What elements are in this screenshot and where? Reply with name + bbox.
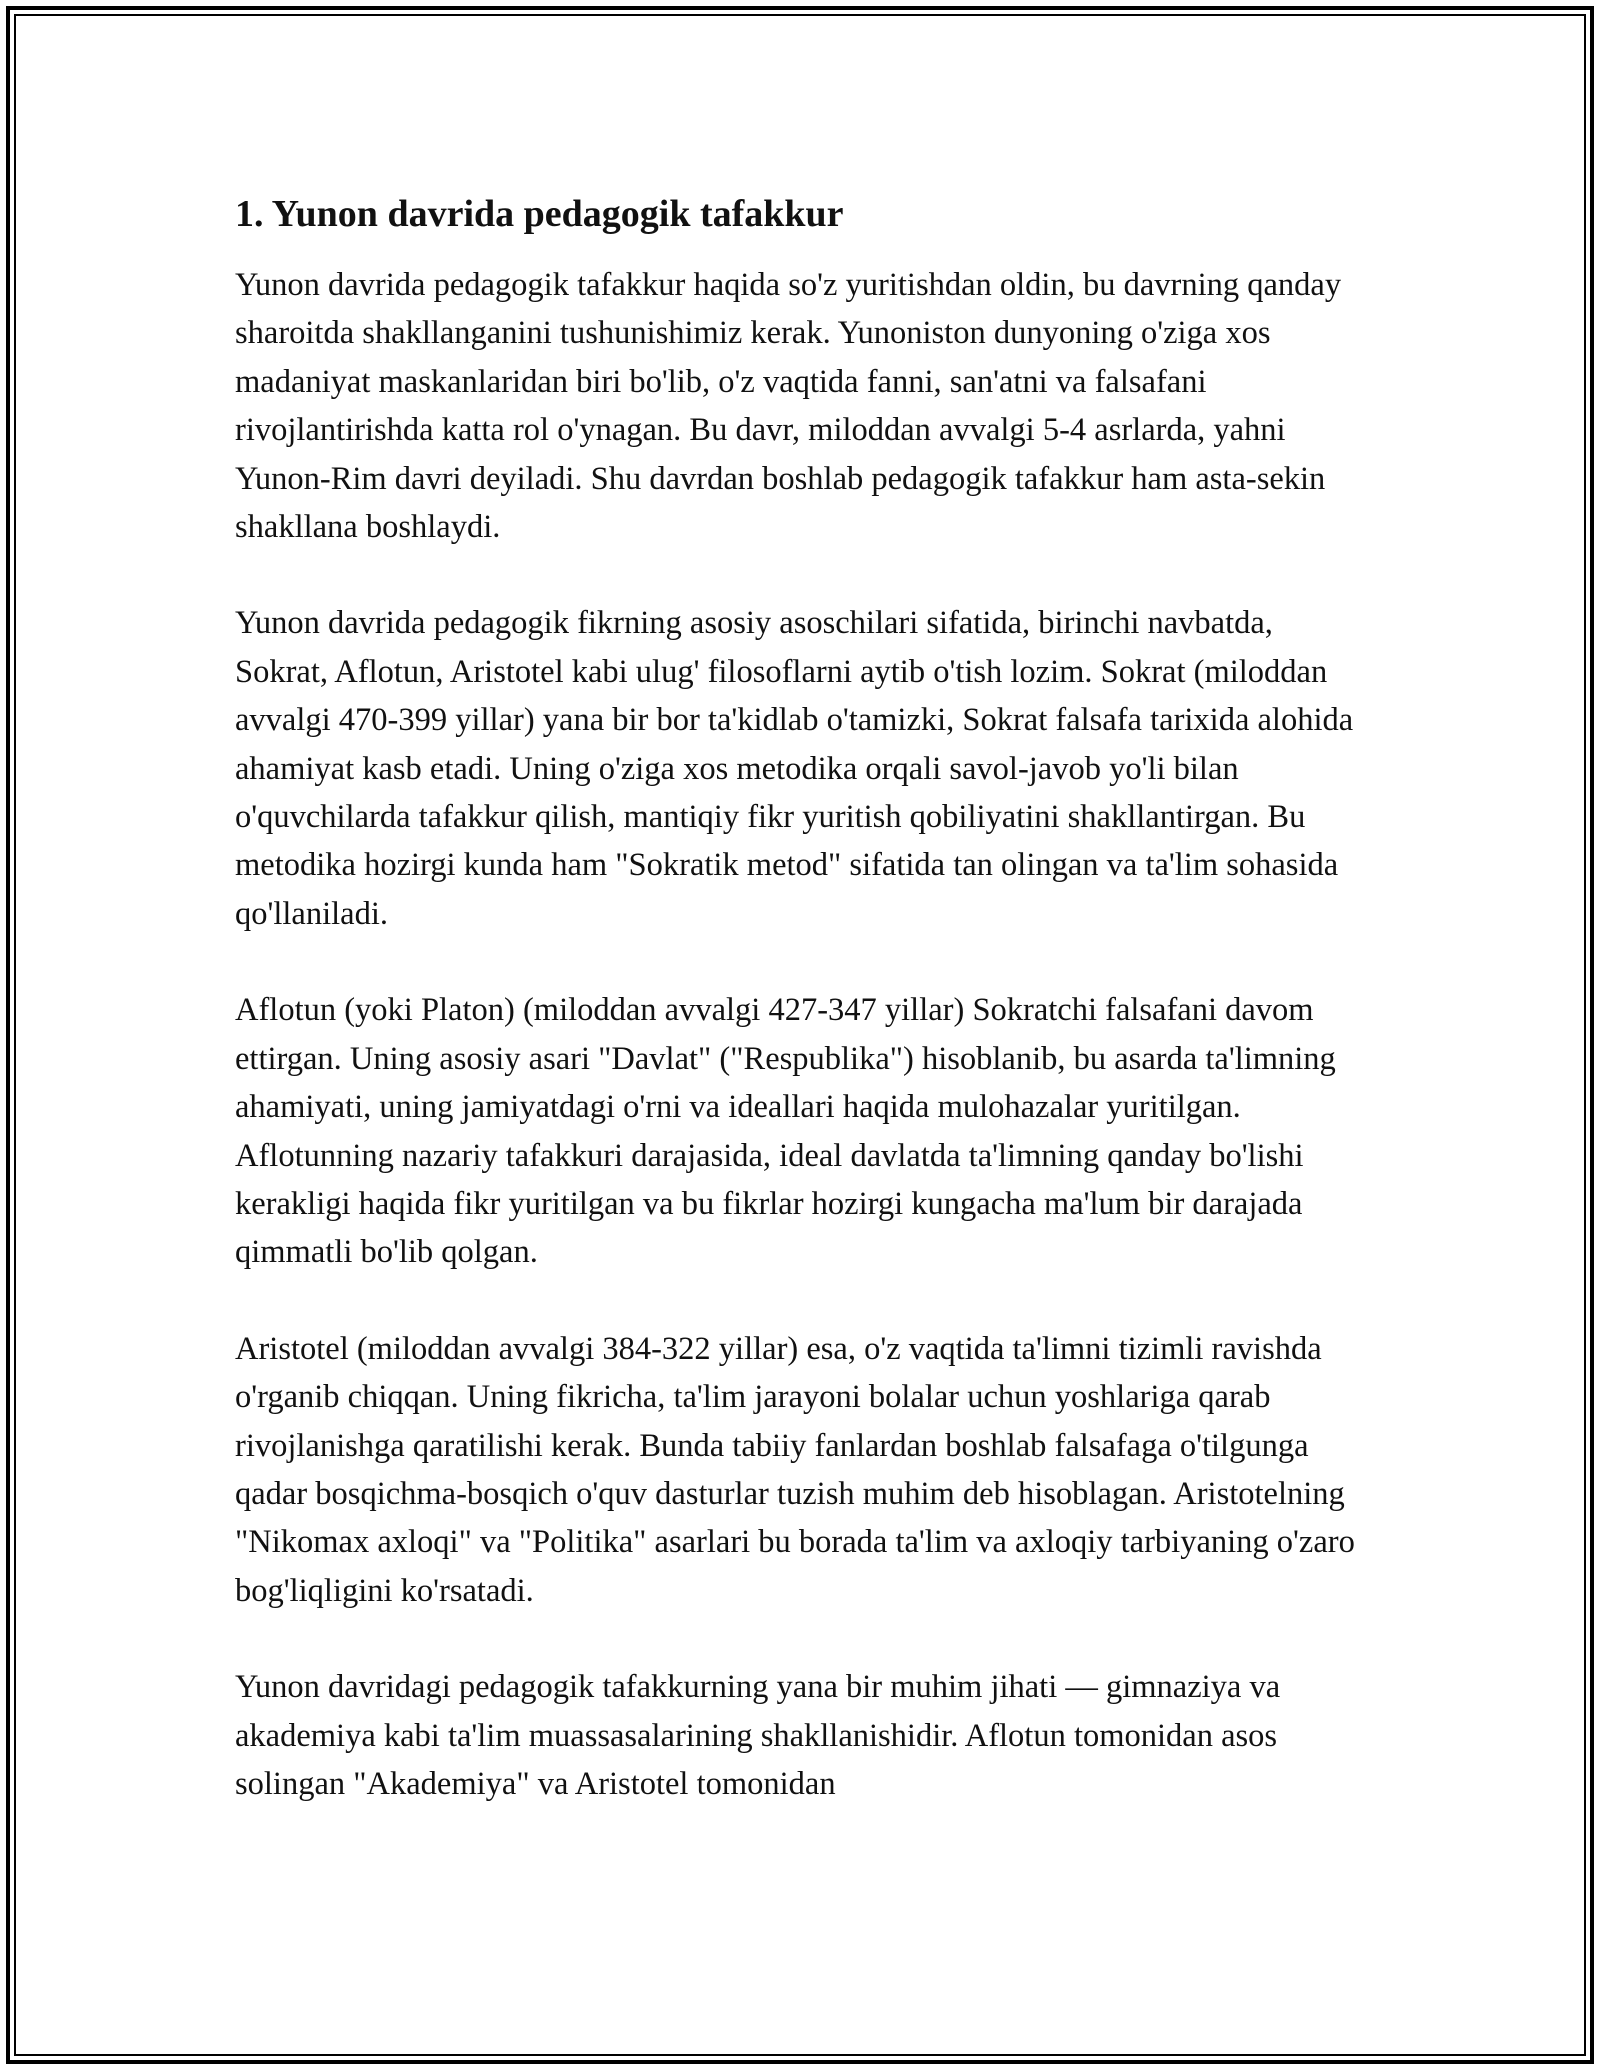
paragraph-institutions: Yunon davridagi pedagogik tafakkurning yana bir muhim jihati — gimnaziya va akademiya kabi ta'lim muassasalarining shakllanishidir. Aflotun tomonidan asos solingan "Akademiya" va Aristotel tomonidan: [235, 1669, 1281, 1802]
paragraph-aflotun: Aflotun (yoki Platon) (miloddan avvalgi 427-347 yillar) Sokratchi falsafani davom ettirgan. Uning asosiy asari "Davlat" ("Respublika") hisoblanib, bu asarda ta'limning ahamiyati, uning jamiyatdagi o'rni va ideallari haqida mulohazalar yuritilgan. Aflotunning nazariy tafakkuri darajasida, ideal davlatda ta'limning qanday bo'lishi kerakligi haqida fikr yuritilgan va bu fikrlar hozirgi kungacha ma'lum bir darajada qimmatli bo'lib qolgan.: [235, 992, 1336, 1271]
document-body: [235, 185, 1370, 1856]
paragraph-aristotel: Aristotel (miloddan avvalgi 384-322 yillar) esa, o'z vaqtida ta'limni tizimli ravishda o'rganib chiqqan. Uning fikricha, ta'lim jarayoni bolalar uchun yoshlariga qarab rivojlanishga qaratilishi kerak. Bunda tabiiy fanlardan boshlab falsafaga o'tilgunga qadar bosqichma-bosqich o'quv dasturlar tuzish muhim deb hisoblagan. Aristotelning "Nikomax axloqi" va "Politika" asarlari bu borada ta'lim va axloqiy tarbiyaning o'zaro bog'liqligini ko'rsatadi.: [235, 1330, 1355, 1609]
paragraph-intro: Yunon davrida pedagogik tafakkur haqida so'z yuritishdan oldin, bu davrning qanday sharoitda shakllanganini tushunishimiz kerak. Yunoniston dunyoning o'ziga xos madaniyat maskanlaridan biri bo'lib, o'z vaqtida fanni, san'atni va falsafani rivojlantirishda katta rol o'ynagan. Bu davr, miloddan avvalgi 5-4 asrlarda, yahni Yunon-Rim davri deyiladi. Shu davrdan boshlab pedagogik tafakkur ham asta-sekin shakllana boshlaydi.: [235, 267, 1342, 546]
paragraph-sokrat: Yunon davrida pedagogik fikrning asosiy asoschilari sifatida, birinchi navbatda, Sokrat, Aflotun, Aristotel kabi ulug' filosoflarni aytib o'tish lozim. Sokrat (miloddan avvalgi 470-399 yillar) yana bir bor ta'kidlab o'tamizki, Sokrat falsafa tarixida alohida ahamiyat kasb etadi. Uning o'ziga xos metodika orqali savol-javob yo'li bilan o'quvchilarda tafakkur qilish, mantiqiy fikr yuritish qobiliyatini shakllantirgan. Bu metodika hozirgi kunda ham "Sokratik metod" sifatida tan olingan va ta'lim sohasida qo'llaniladi.: [235, 605, 1354, 932]
section-title: 1. Yunon davrida pedagogik tafakkur: [235, 193, 844, 235]
